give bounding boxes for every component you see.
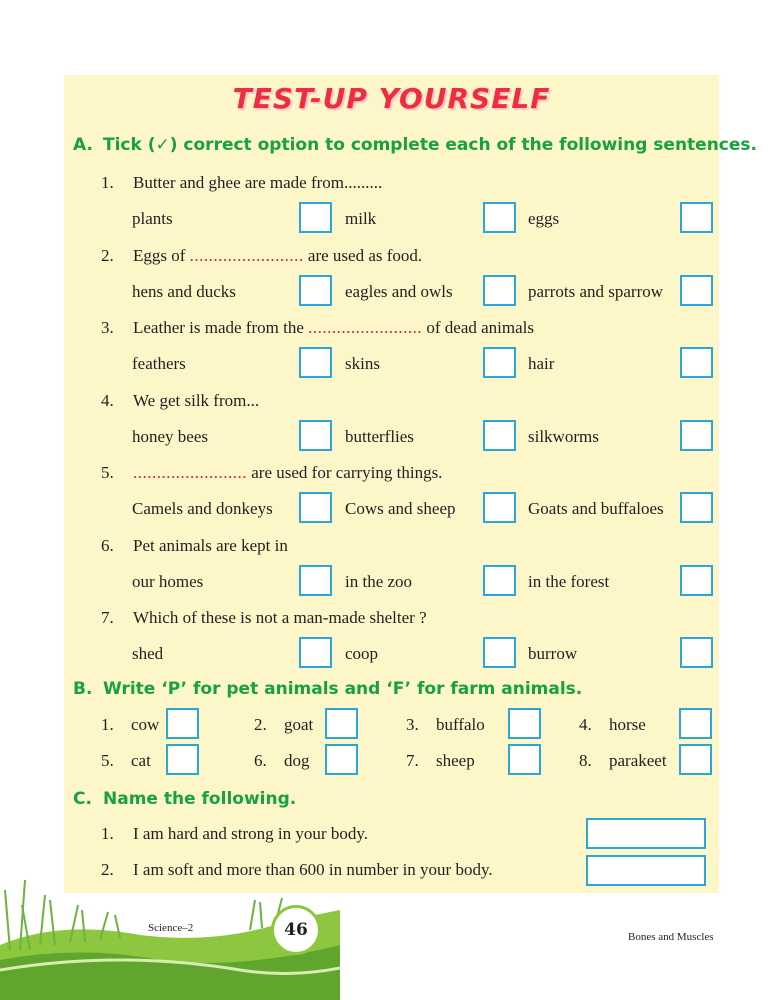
footer-chapter: Bones and Muscles [628, 931, 714, 943]
tick-box[interactable] [680, 275, 713, 306]
item-number: 6. [254, 751, 267, 770]
tick-box[interactable] [680, 565, 713, 596]
section-b-label: B. [73, 679, 93, 699]
question-text-start: Leather is made from the [133, 318, 309, 337]
animal-name: buffalo [436, 715, 485, 734]
question-text-start: Pet animals are kept in [133, 536, 288, 555]
question-number: 3. [101, 318, 114, 337]
question-text [133, 391, 259, 411]
option-label: feathers [132, 354, 186, 373]
tick-box[interactable] [299, 492, 332, 523]
animal-name: parakeet [609, 751, 667, 770]
answer-box[interactable] [679, 708, 712, 739]
item-number: 1. [101, 715, 114, 734]
option-label: burrow [528, 644, 578, 663]
option-label: hair [528, 354, 555, 373]
tick-box[interactable] [299, 420, 332, 451]
question-number: 1. [101, 173, 114, 192]
section-a-label: A. [73, 135, 93, 155]
fill-blank: ........................ [308, 318, 423, 337]
option-label: eggs [528, 209, 560, 228]
question-number: 6. [101, 536, 114, 555]
item-number: 7. [406, 751, 419, 770]
tick-box[interactable] [299, 275, 332, 306]
tick-box[interactable] [483, 492, 516, 523]
section-c-label: C. [73, 789, 92, 809]
question-text [133, 536, 288, 556]
option-label: eagles and owls [345, 282, 453, 301]
tick-box[interactable] [483, 565, 516, 596]
question-text-start: We get silk from... [133, 391, 260, 410]
animal-name: horse [609, 715, 646, 734]
tick-box[interactable] [483, 347, 516, 378]
answer-box[interactable] [586, 855, 706, 886]
question-text-end: of dead animals [422, 318, 535, 337]
question-number: 1. [101, 824, 114, 843]
question-text: I am hard and strong in your body. [133, 824, 368, 843]
tick-box[interactable] [680, 202, 713, 233]
fill-blank: ........................ [189, 246, 304, 265]
question-text [133, 463, 442, 483]
answer-box[interactable] [508, 708, 541, 739]
question-number: 2. [101, 246, 114, 265]
option-label: in the zoo [345, 572, 413, 591]
option-label: shed [132, 644, 164, 663]
animal-name: dog [284, 751, 310, 770]
option-label: coop [345, 644, 379, 663]
animal-name: cat [131, 751, 151, 770]
option-label: hens and ducks [132, 282, 236, 301]
item-number: 5. [101, 751, 114, 770]
tick-box[interactable] [483, 420, 516, 451]
question-text [133, 318, 534, 338]
tick-box[interactable] [680, 492, 713, 523]
answer-box[interactable] [325, 744, 358, 775]
answer-box[interactable] [166, 744, 199, 775]
answer-box[interactable] [166, 708, 199, 739]
tick-box[interactable] [299, 637, 332, 668]
item-number: 4. [579, 715, 592, 734]
option-label: honey bees [132, 427, 209, 446]
section-b-instruction: Write ‘P’ for pet animals and ‘F’ for farm animals. [103, 679, 583, 699]
tick-box[interactable] [299, 202, 332, 233]
option-label: plants [132, 209, 173, 228]
animal-name: cow [131, 715, 160, 734]
animal-name: goat [284, 715, 314, 734]
tick-box[interactable] [483, 275, 516, 306]
tick-box[interactable] [680, 347, 713, 378]
tick-box[interactable] [680, 637, 713, 668]
tick-box[interactable] [299, 565, 332, 596]
tick-box[interactable] [483, 202, 516, 233]
option-label: Goats and buffaloes [528, 499, 664, 518]
fill-blank: ........................ [133, 463, 247, 482]
option-label: butterflies [345, 427, 414, 446]
question-text-end: are used for carrying things. [247, 463, 443, 482]
tick-box[interactable] [680, 420, 713, 451]
question-text [133, 246, 422, 266]
page-number: 46 [271, 905, 321, 955]
answer-box[interactable] [679, 744, 712, 775]
question-number: 5. [101, 463, 114, 482]
section-a-instruction: Tick (✓) correct option to complete each of the following sentences. [103, 135, 757, 155]
question-number: 2. [101, 860, 114, 879]
question-text-start: Eggs of [133, 246, 190, 265]
section-c-instruction: Name the following. [103, 789, 297, 809]
answer-box[interactable] [586, 818, 706, 849]
option-label: Cows and sheep [345, 499, 456, 518]
question-number: 7. [101, 608, 114, 627]
option-label: milk [345, 209, 377, 228]
item-number: 3. [406, 715, 419, 734]
question-text [133, 173, 382, 193]
item-number: 2. [254, 715, 267, 734]
answer-box[interactable] [325, 708, 358, 739]
question-number: 4. [101, 391, 114, 410]
page-title: TEST-UP YOURSELF [232, 82, 551, 115]
tick-box[interactable] [299, 347, 332, 378]
question-text [133, 608, 427, 628]
question-text-end: are used as food. [303, 246, 423, 265]
question-text-start: Butter and ghee are made from......... [133, 173, 383, 192]
question-text: I am soft and more than 600 in number in your body. [133, 860, 493, 879]
answer-box[interactable] [508, 744, 541, 775]
item-number: 8. [579, 751, 592, 770]
tick-box[interactable] [483, 637, 516, 668]
option-label: in the forest [528, 572, 610, 591]
option-label: our homes [132, 572, 204, 591]
question-text-start: Which of these is not a man-made shelter ? [133, 608, 427, 627]
footer-subject: Science–2 [148, 922, 194, 934]
option-label: skins [345, 354, 380, 373]
option-label: parrots and sparrow [528, 282, 664, 301]
animal-name: sheep [436, 751, 475, 770]
option-label: silkworms [528, 427, 599, 446]
option-label: Camels and donkeys [132, 499, 273, 518]
